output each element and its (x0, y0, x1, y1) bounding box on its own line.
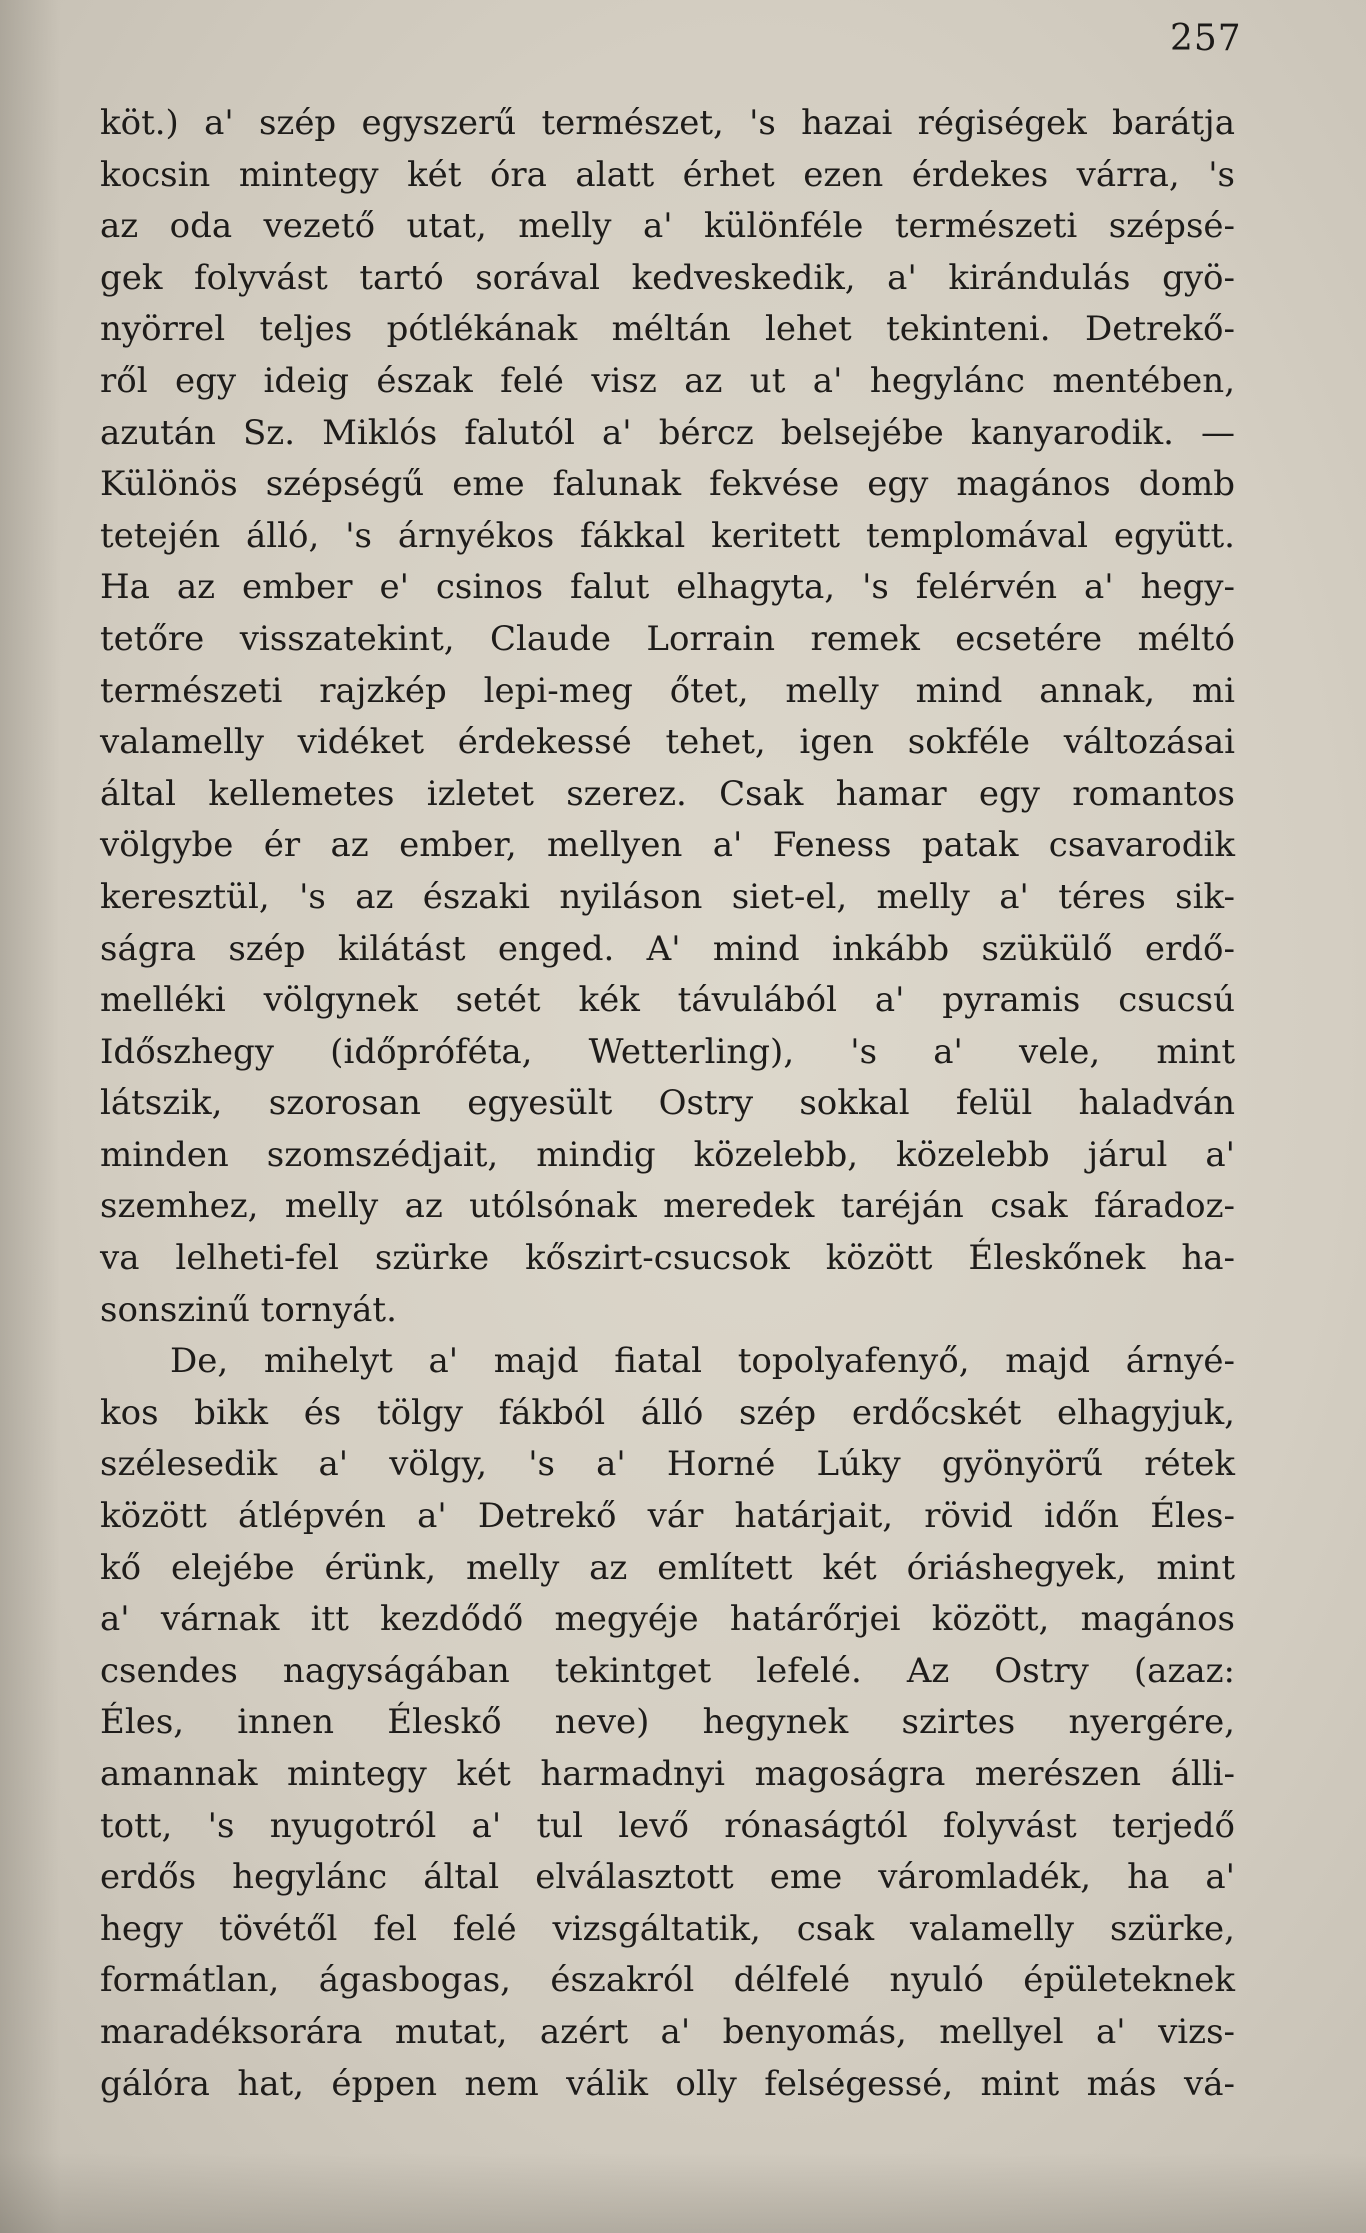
text-line: hegy tövétől fel felé vizsgáltatik, csak valamelly szürke, (100, 1908, 1235, 1949)
text-line: valamelly vidéket érdekessé tehet, igen sokféle változásai (100, 722, 1235, 763)
text-line: azután Sz. Miklós falutól a' bércz belsejébe kanyarodik. — (100, 412, 1235, 453)
text-line: köt.) a' szép egyszerű természet, 's hazai régiségek barátja (100, 103, 1235, 143)
text-line: formátlan, ágasbogas, északról délfelé nyuló épületeknek (100, 1960, 1235, 2001)
text-line: gálóra hat, éppen nem válik olly felségessé, mint más vá- (100, 2063, 1235, 2104)
text-line: kő elejébe érünk, melly az említett két óriáshegyek, mint (100, 1547, 1235, 1588)
text-line: Éles, innen Éleskő neve) hegynek szirtes nyergére, (100, 1702, 1235, 1743)
text-line: melléki völgynek setét kék távulából a' pyramis csucsú (100, 980, 1235, 1021)
text-line: va lelheti-fel szürke kőszirt-csucsok között Éleskőnek ha- (100, 1238, 1235, 1279)
text-line: által kellemetes izletet szerez. Csak hamar egy romantos (100, 773, 1235, 814)
text-line: minden szomszédjait, mindig közelebb, közelebb járul a' (100, 1134, 1235, 1175)
text-line: tott, 's nyugotról a' tul levő rónaságtól folyvást terjedő (100, 1805, 1235, 1846)
text-line: Időszhegy (időpróféta, Wetterling), 's a' vele, mint (100, 1031, 1235, 1072)
page-edge-shadow (0, 0, 60, 2233)
text-line: kos bikk és tölgy fákból álló szép erdőcskét elhagyjuk, (100, 1392, 1235, 1433)
text-line: természeti rajzkép lepi-meg őtet, melly mind annak, mi (100, 670, 1235, 711)
text-line: ságra szép kilátást enged. A' mind inkább szükülő erdő- (100, 928, 1235, 969)
text-line: gek folyvást tartó sorával kedveskedik, a' kirándulás gyö- (100, 257, 1235, 298)
text-line: között átlépvén a' Detrekő vár határjait, rövid időn Éles- (100, 1496, 1235, 1537)
page-bottom-shadow (0, 2153, 1366, 2233)
text-line: tetőre visszatekint, Claude Lorrain remek ecsetére méltó (100, 618, 1235, 659)
page-number: 257 (1170, 18, 1242, 59)
text-line: csendes nagyságában tekintget lefelé. Az Ostry (azaz: (100, 1650, 1235, 1691)
text-line: nyörrel teljes pótlékának méltán lehet tekinteni. Detrekő- (100, 309, 1235, 350)
text-line: látszik, szorosan egyesült Ostry sokkal felül haladván (100, 1083, 1235, 1124)
text-line: szélesedik a' völgy, 's a' Horné Lúky gyönyörű rétek (100, 1444, 1235, 1485)
text-line: a' várnak itt kezdődő megyéje határőrjei között, magános (100, 1599, 1235, 1640)
text-line: ről egy ideig észak felé visz az ut a' hegylánc mentében, (100, 360, 1235, 401)
text-line: az oda vezető utat, melly a' különféle természeti szépsé- (100, 206, 1235, 247)
text-line: amannak mintegy két harmadnyi magoságra merészen álli- (100, 1754, 1235, 1794)
text-line: sonszinű tornyát. (100, 1289, 397, 1330)
text-line: maradéksorára mutat, azért a' benyomás, mellyel a' vizs- (100, 2011, 1235, 2052)
text-line: kocsin mintegy két óra alatt érhet ezen érdekes várra, 's (100, 154, 1235, 195)
text-line: keresztül, 's az északi nyiláson siet-el, melly a' téres sik- (100, 876, 1235, 917)
text-line: erdős hegylánc által elválasztott eme váromladék, ha a' (100, 1857, 1235, 1898)
text-line: tetején álló, 's árnyékos fákkal keritett templomával együtt. (100, 515, 1235, 556)
text-line: De, mihelyt a' majd fiatal topolyafenyő, majd árnyé- (170, 1341, 1235, 1382)
text-line: Ha az ember e' csinos falut elhagyta, 's felérvén a' hegy- (100, 567, 1235, 608)
text-line: völgybe ér az ember, mellyen a' Feness patak csavarodik (100, 825, 1235, 866)
text-line: Különös szépségű eme falunak fekvése egy magános domb (100, 464, 1235, 505)
text-line: szemhez, melly az utólsónak meredek taréján csak fáradoz- (100, 1186, 1235, 1227)
body-text (100, 98, 1235, 2110)
